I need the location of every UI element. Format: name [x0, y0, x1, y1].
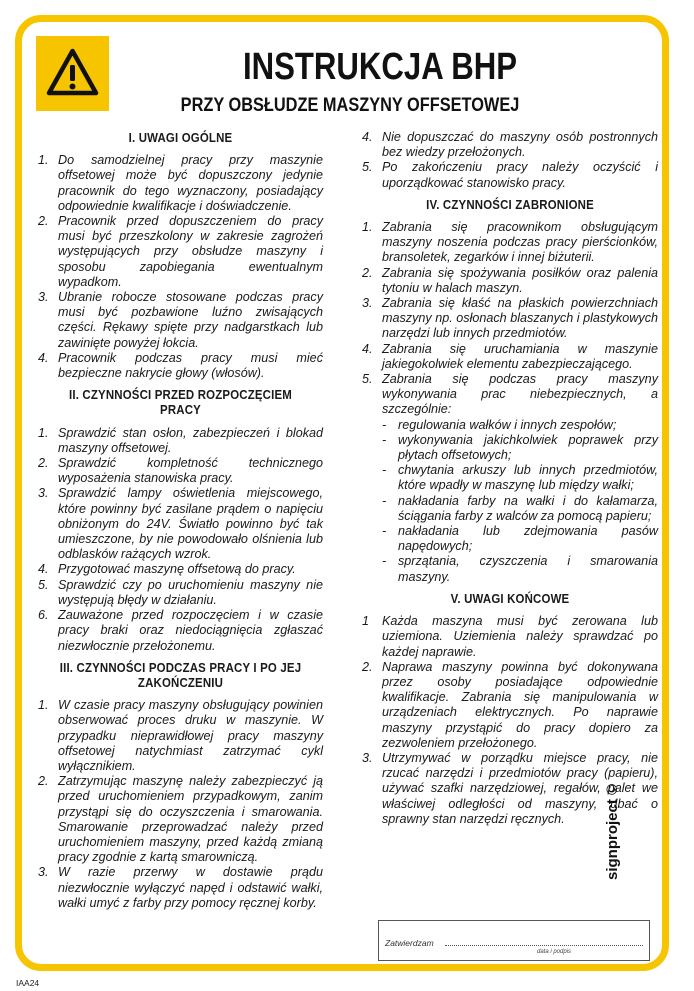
- item-number: 4.: [362, 341, 373, 356]
- sub-list-item: - regulowania wałków i innych zespołów;: [382, 418, 658, 433]
- sub-list-item: - nakładania farby na wałki i do kałamarza, ściągania farby z walców za pomocą papieru;: [382, 493, 658, 523]
- item-number: 4.: [38, 562, 49, 577]
- signature-box[interactable]: [378, 920, 650, 961]
- item-number: 3.: [362, 296, 373, 311]
- section-heading: II. CZYNNOŚCI PRZED ROZPOCZĘCIEM PRACY: [68, 387, 292, 418]
- item-number: 2.: [362, 659, 373, 674]
- list-item: [38, 774, 323, 865]
- item-text: Utrzymywać w porządku miejsce pracy, nie rzucać narzędzi i przedmiotów pracy (papieru), używać szafki narzędziowej, regałów, palet we właściwej odległości od maszyny, dbać o sprawny stan narzędzi ręcznych.: [382, 750, 658, 826]
- item-number: 3.: [38, 486, 49, 501]
- list-item: [38, 486, 323, 562]
- list-item: [362, 266, 658, 296]
- list-item: [362, 660, 658, 751]
- item-number: 1: [362, 614, 370, 629]
- item-number: 5.: [362, 160, 373, 175]
- brand-mark: signproject ©: [604, 783, 621, 880]
- item-number: 1.: [38, 425, 49, 440]
- item-number: 3.: [38, 865, 49, 880]
- item-text: Zabrania się pracownikom obsługującym maszyny noszenia podczas pracy pierścionków, bransoletek, zegarków i innej biżuterii.: [382, 220, 658, 265]
- item-text: W czasie pracy maszyny obsługujący powinien obserwować proces druku w maszynie. W przypadku nieprawidłowej pracy maszyny offsetowej natychmiast zatrzymać cykl wyłącznikiem.: [58, 698, 323, 773]
- item-text: Po zakończeniu pracy należy oczyścić i uporządkować stanowisko pracy.: [382, 160, 658, 190]
- page-subtitle: PRZY OBSŁUDZE MASZYNY OFFSETOWEJ: [180, 95, 520, 116]
- item-number: 4.: [362, 130, 373, 144]
- section-heading: IV. CZYNNOŚCI ZABRONIONE: [426, 196, 594, 212]
- item-number: 1.: [38, 153, 49, 168]
- warning-sign: [36, 36, 109, 111]
- list-item: [38, 562, 323, 577]
- product-code: IAA24: [16, 978, 40, 988]
- item-text: Zabrania się uruchamiania w maszynie jakiegokolwiek elementu zabezpieczającego.: [382, 341, 658, 371]
- list-item: [38, 698, 323, 774]
- warning-triangle-icon: [46, 48, 99, 96]
- list-item: [38, 214, 323, 290]
- item-text: W razie przerwy w dostawie prądu niezwłocznie wyłączyć napęd i odstawić wałki, wałki umyć z farby przy pomocy ręcznej korby.: [58, 865, 323, 910]
- item-number: 5.: [38, 577, 49, 592]
- sub-item-text: wykonywania jakichkolwiek poprawek przy płytach offsetowych;: [398, 432, 658, 463]
- list-item: [362, 160, 658, 190]
- sub-item-text: nakładania lub zdejmowania pasów napędowych;: [398, 524, 658, 554]
- section-heading: I. UWAGI OGÓLNE: [128, 130, 233, 145]
- list-item: [362, 614, 658, 660]
- item-number: 3.: [38, 290, 49, 305]
- list-item: [362, 220, 658, 266]
- item-text: Naprawa maszyny powinna być dokonywana przez osoby posiadające odpowiednie kwalifikacje. Zabrania się manipulowania w urządzeniach elektrycznych. Po naprawie maszyny przystąpić do pracy dopiero za zezwoleniem przełożonego.: [382, 659, 658, 750]
- list-item: [38, 608, 323, 654]
- item-text: Sprawdzić czy po uruchomieniu maszyny nie występują błędy w działaniu.: [58, 577, 323, 607]
- sub-item-text: chwytania arkuszy lub innych przedmiotów, które wpadły w maszynę lub między wałki;: [398, 463, 658, 493]
- item-text: Zatrzymując maszynę należy zabezpieczyć ją przed uruchomieniem przypadkowym, zanim przystąpi się do oczyszczenia i smarowania. Smarowanie przeprowadzać należy przed uruchomieniem maszyny, przed każdą zmianą pracy zgodnie z kartą smarowniczą.: [58, 774, 323, 865]
- item-text: Ubranie robocze stosowane podczas pracy musi być pozbawione luźno zwisających części. Rękawy spięte przy nadgarstkach lub zawinięte powyżej łokcia.: [58, 290, 323, 350]
- list-item: [38, 456, 323, 486]
- list-item: [362, 296, 658, 342]
- item-number: 1.: [38, 698, 49, 713]
- sub-list-item: - chwytania arkuszy lub innych przedmiotów, które wpadły w maszynę lub między wałki;: [382, 463, 658, 493]
- item-text: Zabrania się podczas pracy maszyny wykonywania prac niebezpiecznych, a szczególnie:: [382, 372, 658, 417]
- list-item: [38, 290, 323, 351]
- sub-list-item: - nakładania lub zdejmowania pasów napędowych;: [382, 524, 658, 554]
- sub-list-item: - sprzątania, czyszczenia i smarowania maszyny.: [382, 554, 658, 584]
- item-text: Zauważone przed rozpoczęciem i w czasie pracy braki oraz niedociągnięcia zgłaszać niezwłocznie przełożonemu.: [58, 608, 323, 653]
- item-number: 1.: [362, 220, 373, 235]
- item-text: Pracownik przed dopuszczeniem do pracy musi być przeszkolony w zakresie zagrożeń występujących przy obsłudze maszyny i sposobu zapobiegania ewentualnym wypadkom.: [58, 214, 323, 289]
- item-number: 2.: [38, 214, 49, 229]
- section-heading: III. CZYNNOŚCI PODCZAS PRACY I PO JEJ ZAKOŃCZENIU: [59, 659, 302, 690]
- item-text: Sprawdzić stan osłon, zabezpieczeń i blokad maszyny offsetowej.: [58, 425, 323, 455]
- list-item: [38, 426, 323, 456]
- item-number: 4.: [38, 350, 49, 365]
- sub-item-text: nakładania farby na wałki i do kałamarza, ściągania farby z walców za pomocą papieru;: [398, 493, 658, 523]
- list-item: [362, 342, 658, 372]
- list-item: [38, 578, 323, 608]
- list-item: [38, 351, 323, 381]
- page-title: INSTRUKCJA BHP: [242, 46, 518, 88]
- right-column: [362, 130, 658, 827]
- item-number: 2.: [38, 774, 49, 789]
- left-column: [38, 130, 323, 911]
- signature-line: [445, 945, 643, 946]
- item-number: 3.: [362, 750, 373, 765]
- sub-item-text: sprzątania, czyszczenia i smarowania maszyny.: [398, 554, 658, 584]
- item-text: Sprawdzić lampy oświetlenia miejscowego, które powinny być zasilane prądem o napięciu obniżonym do 24V. Światło powinno być tak umieszczone, by nie powodowało olśnienia lub odblasków rażących wzrok.: [58, 486, 323, 562]
- item-number: 6.: [38, 608, 49, 623]
- item-text: Każda maszyna musi być zerowana lub uziemiona. Uziemienia należy sprawdzać po każdej naprawie.: [382, 614, 658, 659]
- item-text: Zabrania się spożywania posiłków oraz palenia tytoniu w halach maszyn.: [382, 265, 658, 295]
- list-item: [362, 130, 658, 160]
- item-number: 5.: [362, 372, 373, 387]
- list-item: [38, 865, 323, 911]
- item-text: Pracownik podczas pracy musi mieć bezpieczne nakrycie głowy (włosów).: [58, 350, 323, 381]
- signature-note: data i podpis: [537, 949, 572, 955]
- signature-label: Zatwierdzam: [385, 938, 434, 948]
- item-text: Do samodzielnej pracy przy maszynie offsetowej może być dopuszczony jedynie pracownik do tego wyznaczony, posiadający odpowiednie kwalifikacje i doświadczenie.: [58, 153, 323, 213]
- item-number: 2.: [38, 456, 49, 471]
- section-heading: V. UWAGI KOŃCOWE: [450, 590, 570, 606]
- list-item: [362, 372, 658, 418]
- item-text: Przygotować maszynę offsetową do pracy.: [58, 562, 296, 577]
- item-text: Nie dopuszczać do maszyny osób postronnych bez wiedzy przełożonych.: [382, 130, 658, 160]
- sub-list-item: - wykonywania jakichkolwiek poprawek przy płytach offsetowych;: [382, 432, 658, 463]
- item-number: 2.: [362, 265, 373, 280]
- list-item: [38, 153, 323, 214]
- item-text: Sprawdzić kompletność technicznego wyposażenia stanowiska pracy.: [58, 456, 323, 486]
- item-text: Zabrania się kłaść na płaskich powierzchniach maszyny np. osłonach blaszanych i plastykowych narzędzi lub innych przedmiotów.: [382, 296, 658, 341]
- sub-item-text: regulowania wałków i innych zespołów;: [398, 417, 617, 432]
